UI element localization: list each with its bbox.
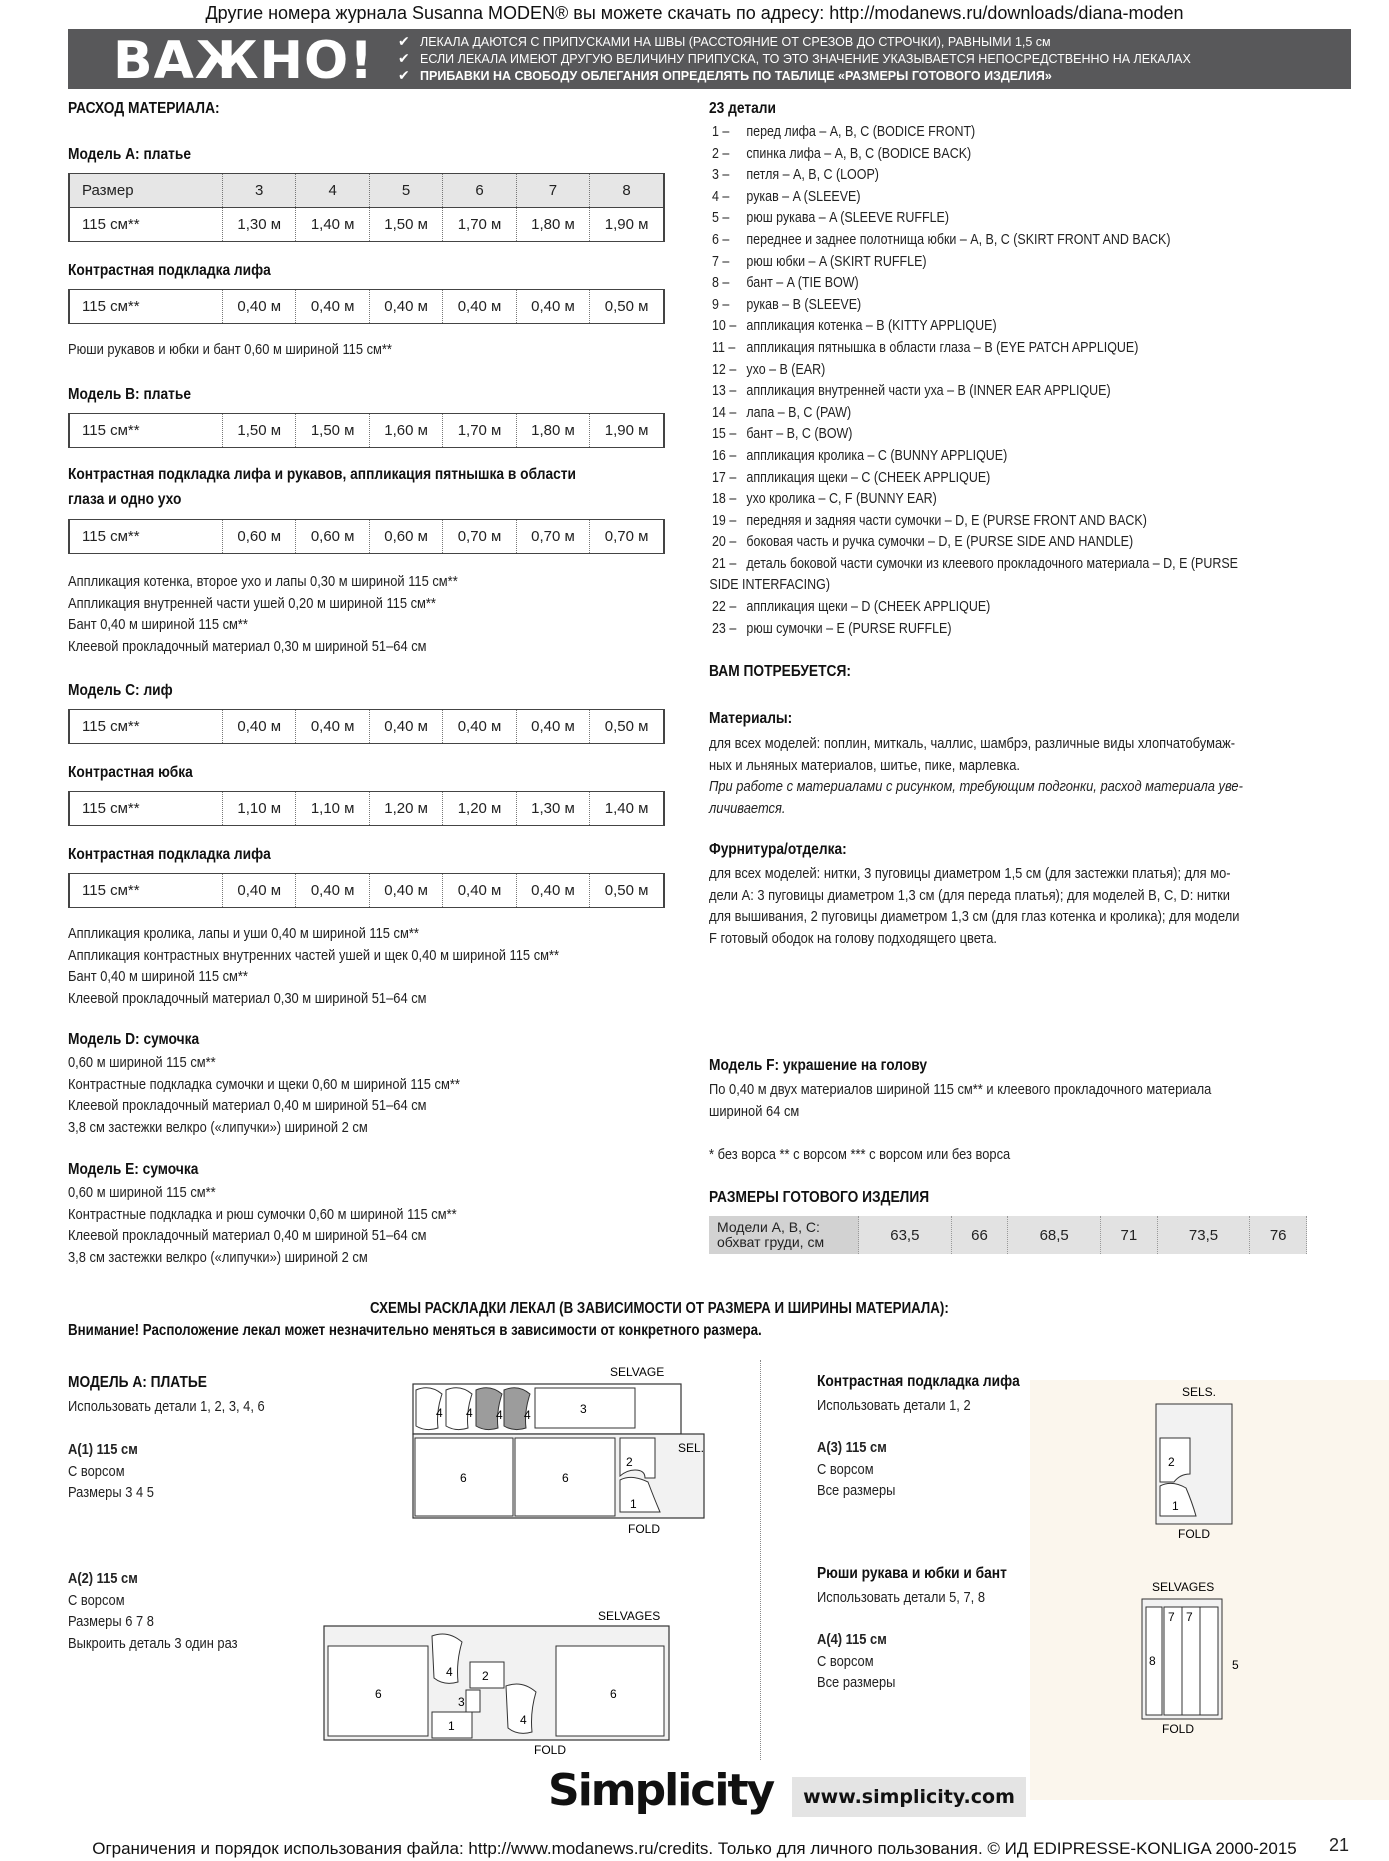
table-cell: 0,40 м xyxy=(296,710,369,744)
item-text: петля – A, B, C (LOOP) xyxy=(746,167,879,184)
table-cell: 0,50 м xyxy=(590,874,664,908)
note-line: Бант 0,40 м шириной 115 см** xyxy=(68,968,248,985)
layout-a4-use: Использовать детали 5, 7, 8 xyxy=(817,1589,985,1606)
list-item xyxy=(712,511,1238,533)
item-text: деталь боковой части сумочки из клеевого прокладочного материала – D, E (PURSE xyxy=(746,555,1238,572)
table-cell: 0,40 м xyxy=(443,290,516,324)
table-cell: 115 см** xyxy=(69,290,223,324)
piece-3 xyxy=(466,1690,480,1712)
model-c-notes xyxy=(68,923,639,1009)
selvages-label: SELVAGES xyxy=(598,1609,661,1623)
table-cell: 4 xyxy=(296,174,369,208)
model-a-lining-title: Контрастная подкладка лифа xyxy=(68,262,271,279)
list-item xyxy=(712,360,1238,382)
table-row xyxy=(69,710,664,744)
table-row xyxy=(69,874,664,908)
table-cell: 1,50 м xyxy=(223,414,296,448)
piece-label: 7 xyxy=(1186,1610,1193,1624)
note-line: Контрастные подкладка и рюш сумочки 0,60 м шириной 115 см** xyxy=(68,1205,457,1223)
list-item xyxy=(712,597,1238,619)
text-line: A(4) 115 см xyxy=(817,1631,887,1648)
size-label-line: Модели A, B, C: xyxy=(717,1219,820,1235)
materials-text xyxy=(709,733,1330,819)
item-number: 23 – xyxy=(712,620,737,637)
parts-heading: 23 детали xyxy=(709,100,776,117)
table-cell: 1,40 м xyxy=(296,208,369,242)
selvage-label: SELVAGE xyxy=(610,1365,665,1379)
list-item xyxy=(712,554,1238,576)
list-item xyxy=(712,381,1238,403)
table-cell: 0,40 м xyxy=(223,874,296,908)
table-cell: 1,30 м xyxy=(223,208,296,242)
table-cell: 0,60 м xyxy=(369,520,442,554)
table-cell: 1,90 м xyxy=(590,414,664,448)
table-cell: 1,20 м xyxy=(443,792,516,826)
important-line-3: ПРИБАВКИ НА СВОБОДУ ОБЛЕГАНИЯ ОПРЕДЕЛЯТЬ ПО ТАБЛИЦЕ «РАЗМЕРЫ ГОТОВОГО ИЗДЕЛИЯ» xyxy=(420,69,1052,83)
text-line: С ворсом xyxy=(817,1652,874,1670)
table-cell: 0,60 м xyxy=(296,520,369,554)
layout-a3-info xyxy=(817,1437,908,1502)
item-text: аппликация кролика – C (BUNNY APPLIQUE) xyxy=(746,447,1008,464)
table-cell: 5 xyxy=(369,174,442,208)
note-line: Клеевой прокладочный материал 0,30 м шириной 51–64 см xyxy=(68,637,427,655)
layout-a1-diagram xyxy=(390,1362,710,1542)
table-row xyxy=(69,290,664,324)
piece-label: 2 xyxy=(626,1455,633,1469)
item-number: 3 – xyxy=(712,167,730,184)
item-number: 18 – xyxy=(712,491,737,508)
item-text: рюш рукава – A (SLEEVE RUFFLE) xyxy=(746,210,950,227)
table-cell: 66 xyxy=(951,1216,1008,1254)
note-line: Аппликация котенка, второе ухо и лапы 0,30 м шириной 115 см** xyxy=(68,573,458,590)
list-item xyxy=(712,273,1238,295)
text-line: Все размеры xyxy=(817,1482,896,1499)
piece-label: 3 xyxy=(458,1695,465,1709)
layout-a2-diagram xyxy=(320,1606,710,1756)
model-b-lining-title-2: глаза и одно ухо xyxy=(68,491,182,508)
list-item xyxy=(712,424,1238,446)
model-a-table xyxy=(68,173,665,242)
list-item xyxy=(712,619,1238,641)
item-text: рукав – B (SLEEVE) xyxy=(746,296,862,313)
text-line: A(2) 115 см xyxy=(68,1570,138,1587)
text-line: шириной 64 см xyxy=(709,1102,800,1120)
item-number: 4 – xyxy=(712,188,730,205)
model-c-skirt-table xyxy=(68,791,665,826)
item-text: SIDE INTERFACING) xyxy=(709,577,830,594)
sels-label: SELS. xyxy=(1182,1385,1217,1399)
list-item xyxy=(712,208,1238,230)
table-cell: 115 см** xyxy=(69,792,223,826)
table-cell: 0,40 м xyxy=(369,874,442,908)
layout-a4-diagram xyxy=(1134,1577,1264,1737)
piece-label: 8 xyxy=(1149,1654,1156,1668)
item-number: 1 – xyxy=(712,124,730,140)
table-cell: 3 xyxy=(223,174,296,208)
note-line: Клеевой прокладочный материал 0,40 м шириной 51–64 см xyxy=(68,1227,427,1244)
piece-label: 6 xyxy=(460,1471,467,1485)
text-line: A(1) 115 см xyxy=(68,1441,138,1458)
table-cell: 0,40 м xyxy=(516,710,589,744)
layout-model-a-title: МОДЕЛЬ A: ПЛАТЬЕ xyxy=(68,1374,207,1391)
model-f-text xyxy=(709,1079,1293,1122)
note-line: 3,8 см застежки велкро («липучки») шириной 2 см xyxy=(68,1248,368,1266)
piece-label: 7 xyxy=(1168,1610,1175,1624)
item-text: ухо – B (EAR) xyxy=(746,361,826,378)
text-line: Все размеры xyxy=(817,1674,896,1691)
text-line: Размеры 6 7 8 xyxy=(68,1613,154,1630)
item-text: спинка лифа – A, B, C (BODICE BACK) xyxy=(746,145,972,162)
piece-label: 4 xyxy=(446,1665,453,1679)
layouts-warning: Внимание! Расположение лекал может незначительно меняться в зависимости от конкретного размера. xyxy=(68,1322,762,1339)
layouts-heading: СХЕМЫ РАСКЛАДКИ ЛЕКАЛ (В ЗАВИСИМОСТИ ОТ РАЗМЕРА И ШИРИНЫ МАТЕРИАЛА): xyxy=(370,1300,949,1317)
table-cell: 1,70 м xyxy=(443,208,516,242)
materials-title: Материалы: xyxy=(709,710,793,727)
list-item xyxy=(712,532,1238,554)
parts-list xyxy=(709,122,1238,640)
table-cell: 115 см** xyxy=(69,520,223,554)
table-cell: Размер xyxy=(69,174,223,208)
item-text: рукав – A (SLEEVE) xyxy=(746,188,861,205)
piece-label: 1 xyxy=(448,1719,455,1733)
model-b-lining-title-1: Контрастная подкладка лифа и рукавов, аппликация пятнышка в области xyxy=(68,466,576,483)
item-number: 5 – xyxy=(712,210,730,227)
selvages-label: SELVAGES xyxy=(1152,1580,1215,1594)
item-text: аппликация щеки – D (CHEEK APPLIQUE) xyxy=(746,599,991,616)
item-text: аппликация внутренней части уха – B (INNER EAR APPLIQUE) xyxy=(746,383,1111,400)
table-cell: 1,10 м xyxy=(296,792,369,826)
table-header-row xyxy=(69,174,664,208)
item-number: 8 – xyxy=(712,275,730,292)
text-line: A(3) 115 см xyxy=(817,1439,887,1456)
item-text: аппликация пятнышка в области глаза – B (EYE PATCH APPLIQUE) xyxy=(746,339,1139,356)
piece-label: 2 xyxy=(482,1669,489,1683)
list-item xyxy=(712,295,1238,317)
item-number: 19 – xyxy=(712,512,737,529)
item-text: перед лифа – A, B, C (BODICE FRONT) xyxy=(746,124,976,140)
list-item xyxy=(712,122,1238,144)
material-heading: РАСХОД МАТЕРИАЛА: xyxy=(68,100,220,117)
text-line: F готовый ободок на голову подходящего цвета. xyxy=(709,929,997,947)
layout-a1-info xyxy=(68,1439,168,1504)
list-item xyxy=(712,165,1238,187)
piece-5 xyxy=(1200,1607,1218,1715)
table-row xyxy=(709,1216,1307,1254)
fabric-footnote: * без ворса ** с ворсом *** с ворсом или без ворса xyxy=(709,1146,1011,1163)
table-cell: 8 xyxy=(590,174,664,208)
text-line: дели A: 3 пуговицы диаметром 1,3 см (для переда платья); для моделей B, C, D: нитки xyxy=(709,886,1230,904)
text-line: С ворсом xyxy=(68,1591,125,1609)
model-c-lining-title: Контрастная подкладка лифа xyxy=(68,846,271,863)
list-item xyxy=(712,446,1238,468)
item-text: ухо кролика – C, F (BUNNY EAR) xyxy=(746,491,937,508)
table-cell: 1,50 м xyxy=(369,208,442,242)
list-item xyxy=(712,316,1238,338)
note-line: 0,60 м шириной 115 см** xyxy=(68,1184,216,1201)
piece-label: 4 xyxy=(466,1406,473,1420)
top-download-note: Другие номера журнала Susanna MODEN® вы можете скачать по адресу: http://modanews.ru/downloads/diana-moden xyxy=(205,3,1184,23)
layout-a3-use: Использовать детали 1, 2 xyxy=(817,1397,971,1414)
table-cell: 63,5 xyxy=(859,1216,952,1254)
item-number: 21 – xyxy=(712,555,737,572)
table-cell: 73,5 xyxy=(1157,1216,1250,1254)
note-line: Бант 0,40 м шириной 115 см** xyxy=(68,616,248,633)
important-banner xyxy=(68,29,1351,89)
item-number: 20 – xyxy=(712,534,737,551)
piece-label: 6 xyxy=(610,1687,617,1701)
table-cell: 0,40 м xyxy=(223,290,296,324)
item-number: 15 – xyxy=(712,426,737,443)
table-cell: 0,40 м xyxy=(296,290,369,324)
table-cell: 1,90 м xyxy=(590,208,664,242)
fold-label: FOLD xyxy=(534,1743,567,1756)
piece-label: 6 xyxy=(375,1687,382,1701)
table-cell: 0,50 м xyxy=(590,710,664,744)
piece-label: 4 xyxy=(524,1408,531,1422)
text-line: По 0,40 м двух материалов шириной 115 см** и клеевого прокладочного материала xyxy=(709,1081,1212,1098)
model-c-title: Модель C: лиф xyxy=(68,682,173,699)
model-c-skirt-title: Контрастная юбка xyxy=(68,764,193,781)
item-text: лапа – B, C (PAW) xyxy=(746,404,852,421)
layout-a4-title: Рюши рукава и юбки и бант xyxy=(817,1565,1007,1582)
item-number: 17 – xyxy=(712,469,737,486)
model-e-notes xyxy=(68,1182,520,1268)
model-c-table xyxy=(68,709,665,744)
note-line: Клеевой прокладочный материал 0,30 м шириной 51–64 см xyxy=(68,989,427,1007)
table-cell: 0,40 м xyxy=(516,290,589,324)
fold-label: FOLD xyxy=(1178,1527,1211,1541)
table-cell: 115 см** xyxy=(69,874,223,908)
note-line: Аппликация контрастных внутренних частей ушей и щек 0,40 м шириной 115 см** xyxy=(68,946,560,964)
needs-heading: ВАМ ПОТРЕБУЕТСЯ: xyxy=(709,663,851,680)
check-icon: ✔ xyxy=(398,33,410,49)
table-cell: 0,40 м xyxy=(223,710,296,744)
table-cell xyxy=(709,1216,859,1254)
piece-label: 3 xyxy=(580,1402,587,1416)
table-row xyxy=(69,520,664,554)
item-text: рюш юбки – A (SKIRT RUFFLE) xyxy=(746,253,927,270)
notions-title: Фурнитура/отделка: xyxy=(709,841,847,858)
model-b-notes xyxy=(68,571,521,657)
piece-label: 6 xyxy=(562,1471,569,1485)
list-item xyxy=(712,403,1238,425)
item-text: бант – A (TIE BOW) xyxy=(746,275,859,292)
table-cell: 0,40 м xyxy=(296,874,369,908)
text-line: для всех моделей: поплин, миткаль, чаллис, шамбрэ, различные виды хлопчатобумаж- xyxy=(709,735,1236,752)
item-number: 9 – xyxy=(712,296,730,313)
item-number: 14 – xyxy=(712,404,737,421)
model-d-title: Модель D: сумочка xyxy=(68,1031,200,1048)
important-title: ВАЖНО! xyxy=(113,31,374,91)
table-cell: 115 см** xyxy=(69,208,223,242)
model-f-title: Модель F: украшение на голову xyxy=(709,1057,928,1074)
table-row xyxy=(69,208,664,242)
item-number: 6 – xyxy=(712,231,730,248)
table-cell: 71 xyxy=(1101,1216,1158,1254)
list-item xyxy=(712,338,1238,360)
note-line: 0,60 м шириной 115 см** xyxy=(68,1054,216,1071)
model-b-title: Модель B: платье xyxy=(68,386,191,403)
list-item xyxy=(712,489,1238,511)
piece-label: 5 xyxy=(1232,1658,1239,1672)
text-line: При работе с материалами с рисунком, требующим подгонки, расход материала уве- xyxy=(709,778,1243,795)
column-divider xyxy=(760,1360,761,1760)
text-line: С ворсом xyxy=(817,1460,874,1478)
table-cell: 0,40 м xyxy=(443,874,516,908)
check-icon: ✔ xyxy=(398,50,410,66)
table-cell: 1,80 м xyxy=(516,208,589,242)
table-cell: 68,5 xyxy=(1008,1216,1101,1254)
item-number: 10 – xyxy=(712,318,737,335)
table-row xyxy=(69,414,664,448)
list-item xyxy=(712,187,1238,209)
list-item xyxy=(709,575,1238,597)
table-cell: 0,40 м xyxy=(369,290,442,324)
item-text: аппликация котенка – B (KITTY APPLIQUE) xyxy=(746,318,997,335)
piece-label: 1 xyxy=(630,1497,637,1511)
table-cell: 1,40 м xyxy=(590,792,664,826)
model-b-lining-table xyxy=(68,519,665,554)
item-text: бант – B, C (BOW) xyxy=(746,426,853,443)
layout-a3-title: Контрастная подкладка лифа xyxy=(817,1373,1020,1390)
table-cell: 1,20 м xyxy=(369,792,442,826)
fold-label: FOLD xyxy=(628,1522,661,1536)
layout-a3-diagram xyxy=(1148,1382,1248,1542)
notions-text xyxy=(709,863,1326,949)
model-a-note: Рюши рукавов и юбки и бант 0,60 м шириной 115 см** xyxy=(68,341,392,358)
text-line: С ворсом xyxy=(68,1462,125,1480)
important-line-2: ЕСЛИ ЛЕКАЛА ИМЕЮТ ДРУГУЮ ВЕЛИЧИНУ ПРИПУСКА, ТО ЭТО ЗНАЧЕНИЕ УКАЗЫВАЕТСЯ НЕПОСРЕДСТВЕННО НА ЛЕКАЛАХ xyxy=(420,52,1191,66)
table-cell: 0,70 м xyxy=(516,520,589,554)
table-cell: 0,40 м xyxy=(516,874,589,908)
table-cell: 1,50 м xyxy=(296,414,369,448)
table-cell: 1,60 м xyxy=(369,414,442,448)
table-cell: 1,10 м xyxy=(223,792,296,826)
list-item xyxy=(712,230,1238,252)
table-cell: 115 см** xyxy=(69,414,223,448)
item-number: 16 – xyxy=(712,447,737,464)
note-line: Контрастные подкладка сумочки и щеки 0,60 м шириной 115 см** xyxy=(68,1075,460,1093)
layout-model-a-use: Использовать детали 1, 2, 3, 4, 6 xyxy=(68,1398,265,1415)
note-line: 3,8 см застежки велкро («липучки») шириной 2 см xyxy=(68,1118,368,1136)
table-cell: 0,40 м xyxy=(443,710,516,744)
fold-label: FOLD xyxy=(1162,1722,1195,1736)
finished-sizes-heading: РАЗМЕРЫ ГОТОВОГО ИЗДЕЛИЯ xyxy=(709,1189,930,1206)
list-item xyxy=(712,144,1238,166)
check-icon: ✔ xyxy=(398,67,410,83)
note-line: Аппликация внутренней части ушей 0,20 м шириной 115 см** xyxy=(68,594,436,612)
item-text: передняя и задняя части сумочки – D, E (PURSE FRONT AND BACK) xyxy=(746,512,1147,529)
piece-label: 2 xyxy=(1168,1455,1175,1469)
table-cell: 6 xyxy=(443,174,516,208)
copyright-note: Ограничения и порядок использования файла: http://www.modanews.ru/credits. Только для личного пользования. © ИД EDIPRESSE-KONLIGA 2000-2015 xyxy=(92,1839,1297,1858)
table-cell: 115 см** xyxy=(69,710,223,744)
sel-label: SEL. xyxy=(678,1441,705,1455)
piece-label: 4 xyxy=(436,1406,443,1420)
note-line: Аппликация кролика, лапы и уши 0,40 м шириной 115 см** xyxy=(68,925,419,942)
item-text: рюш сумочки – E (PURSE RUFFLE) xyxy=(746,620,952,637)
model-c-lining-table xyxy=(68,873,665,908)
table-cell: 0,70 м xyxy=(443,520,516,554)
table-cell: 1,80 м xyxy=(516,414,589,448)
piece-label: 4 xyxy=(496,1408,503,1422)
text-line: личивается. xyxy=(709,799,786,817)
important-line-1: ЛЕКАЛА ДАЮТСЯ С ПРИПУСКАМИ НА ШВЫ (РАССТОЯНИЕ ОТ СРЕЗОВ ДО СТРОЧКИ), РАВНЫМИ 1,5 см xyxy=(420,35,1051,49)
table-cell: 0,40 м xyxy=(369,710,442,744)
item-text: переднее и заднее полотнища юбки – A, B, C (SKIRT FRONT AND BACK) xyxy=(746,231,1171,248)
size-label-line: обхват груди, см xyxy=(717,1234,825,1250)
piece-label: 1 xyxy=(1172,1499,1179,1513)
item-number: 2 – xyxy=(712,145,730,162)
note-line: Клеевой прокладочный материал 0,40 м шириной 51–64 см xyxy=(68,1097,427,1114)
simplicity-logo: Simplicity xyxy=(548,1765,774,1816)
text-line: для всех моделей: нитки, 3 пуговицы диаметром 1,5 см (для застежки платья); для мо- xyxy=(709,865,1231,882)
table-cell: 0,50 м xyxy=(590,290,664,324)
list-item xyxy=(712,252,1238,274)
finished-sizes-table xyxy=(709,1216,1307,1254)
layout-a4-info xyxy=(817,1629,908,1694)
item-number: 12 – xyxy=(712,361,737,378)
table-row xyxy=(69,792,664,826)
item-number: 7 – xyxy=(712,253,730,270)
text-line: Выкроить деталь 3 один раз xyxy=(68,1634,238,1652)
model-e-title: Модель E: сумочка xyxy=(68,1161,199,1178)
table-cell: 0,70 м xyxy=(590,520,664,554)
model-d-notes xyxy=(68,1052,524,1138)
text-line: Размеры 3 4 5 xyxy=(68,1484,154,1501)
table-cell: 1,70 м xyxy=(443,414,516,448)
model-a-lining-table xyxy=(68,289,665,324)
text-line: для вышивания, 2 пуговицы диаметром 1,3 см (для глаз котенка и кролика); для модели xyxy=(709,908,1240,925)
item-text: аппликация щеки – C (CHEEK APPLIQUE) xyxy=(746,469,991,486)
text-line: ных и льняных материалов, шитье, пике, марлевка. xyxy=(709,756,1020,774)
layout-a2-info xyxy=(68,1568,265,1654)
model-b-table xyxy=(68,413,665,448)
table-cell: 0,60 м xyxy=(223,520,296,554)
item-number: 13 – xyxy=(712,383,737,400)
item-number: 22 – xyxy=(712,599,737,616)
page-number: 21 xyxy=(1329,1835,1350,1855)
list-item xyxy=(712,468,1238,490)
item-number: 11 – xyxy=(712,339,736,356)
table-cell: 7 xyxy=(516,174,589,208)
table-cell: 1,30 м xyxy=(516,792,589,826)
model-a-title: Модель А: платье xyxy=(68,146,191,163)
piece-label: 4 xyxy=(520,1713,527,1727)
simplicity-site-link[interactable]: www.simplicity.com xyxy=(792,1777,1026,1817)
table-cell: 76 xyxy=(1250,1216,1307,1254)
item-text: боковая часть и ручка сумочки – D, E (PURSE SIDE AND HANDLE) xyxy=(746,534,1134,551)
